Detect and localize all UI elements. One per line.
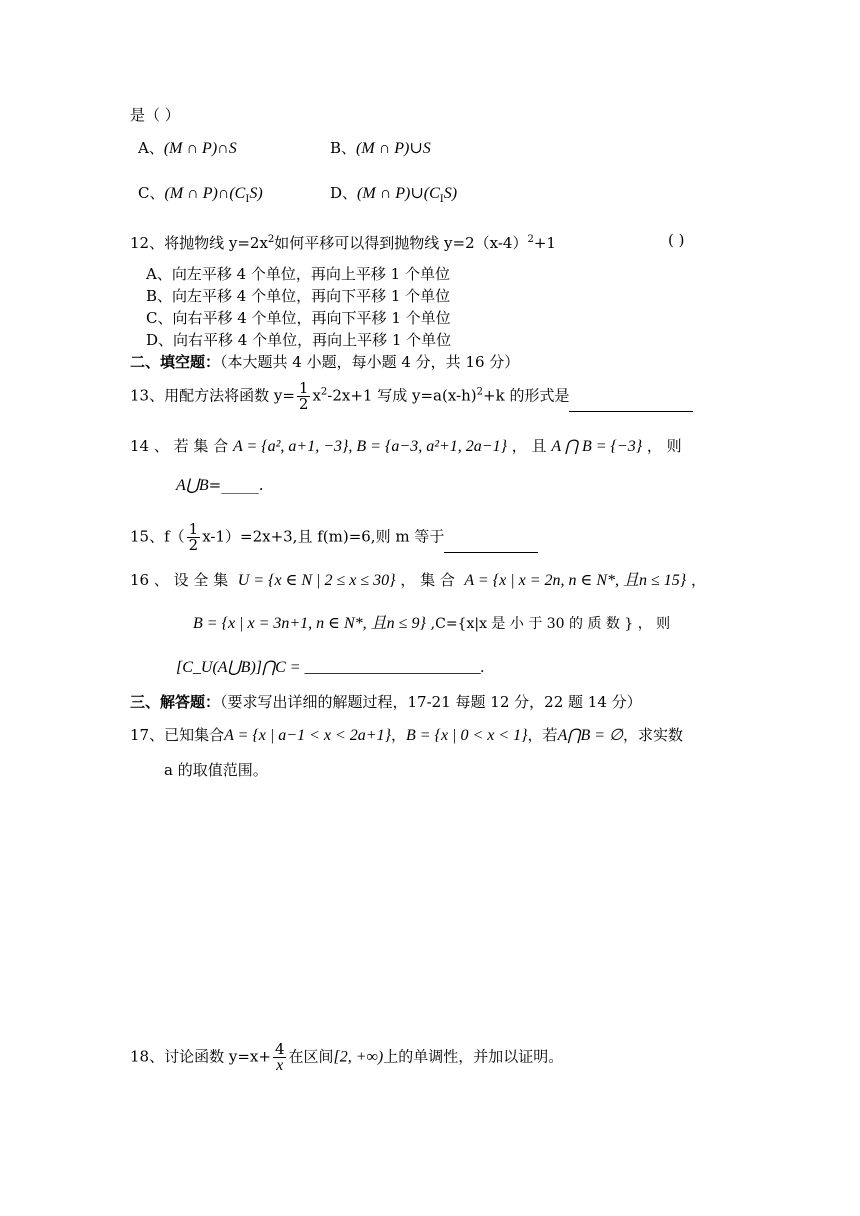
q11-tail: 是（ ） xyxy=(130,106,180,124)
q13-answer-blank[interactable] xyxy=(569,393,693,412)
q11-option-c: C、(M ∩ $P)\cap(C_IS)$ xyxy=(138,184,263,205)
fraction-one-half: $\frac{1}{2}$ xyxy=(188,520,199,554)
q12-option-d: D、向右平移 4 个单位，再向上平移 1 个单位 xyxy=(146,331,452,349)
q13: 13、用配方法将函数 y= $\frac{1}{2}$ $x^2-2x+1$ 写成 $y=a(x-h)^2+k$ 的形式是 xyxy=(130,381,693,412)
q15: 15、f（ $\frac{1}{2}$ x-1）=2x+3,且 f(m)=6,则 m 等于 xyxy=(130,522,538,553)
q16-line3: [C_U(A⋃B)]⋂C = ______________________. xyxy=(176,659,485,676)
q11-option-d: D、(M ∩ $P)\cup(C_IS)$ xyxy=(330,184,458,205)
q11-option-b: B、(M ∩ P)∪S xyxy=(330,139,431,157)
q12-option-b: B、向左平移 4 个单位，再向下平移 1 个单位 xyxy=(146,287,451,305)
section-3-heading: 三、解答题：（要求写出详细的解题过程，17-21 每题 12 分，22 题 14 分） xyxy=(130,693,642,711)
fraction-one-half: $\frac{1}{2}$ xyxy=(298,379,309,413)
q14-line2: A⋃B=_____. xyxy=(176,476,264,494)
q12-answer-paren: ( ) xyxy=(668,231,685,249)
fraction-four-over-x: $\frac{4}{x}$ xyxy=(274,1040,285,1074)
q12-option-a: A、向左平移 4 个单位，再向上平移 1 个单位 xyxy=(146,265,450,283)
q16-line1: 16 、 设 全 集 U = {x ∈ N | 2 ≤ x ≤ 30} ， 集 合 A = {x | x = 2n, n ∈ N*, 且n ≤ 15} ， xyxy=(130,571,706,589)
section-2-heading: 二、填空题：（本大题共 4 小题，每小题 4 分，共 16 分） xyxy=(130,353,520,371)
q14-line1: 14 、 若 集 合 A = {a², a+1, −3}, B = {a−3, a²+1, 2a−1} ， 且 A ⋂ B = {−3} ， 则 xyxy=(130,437,682,455)
q18: 18、讨论函数 y=x+ $\frac{4}{x}$ 在区间[2, +∞)上的单调性，并加以证明。 xyxy=(130,1040,564,1074)
q17-line2: a 的取值范围。 xyxy=(164,761,268,779)
q12-stem: 12、将抛物线 $y=2x^2$如何平移可以得到抛物线 $y=2(x-4)^2+1$ xyxy=(130,234,556,252)
q12-option-c: C、向右平移 4 个单位，再向下平移 1 个单位 xyxy=(146,309,451,327)
q11-option-a: A、(M ∩ P)∩S xyxy=(138,139,237,157)
q15-answer-blank[interactable] xyxy=(444,534,538,553)
q16-line2: B = {x | x = 3n+1, n ∈ N*, 且n ≤ 9} ,C={x|x 是 小 于 30 的 质 数 } ， 则 xyxy=(193,615,671,632)
q17-line1: 17、已知集合A = {x | a−1 < x < 2a+1}，B = {x | 0 < x < 1}，若A⋂B = ∅，求实数 xyxy=(130,726,683,744)
